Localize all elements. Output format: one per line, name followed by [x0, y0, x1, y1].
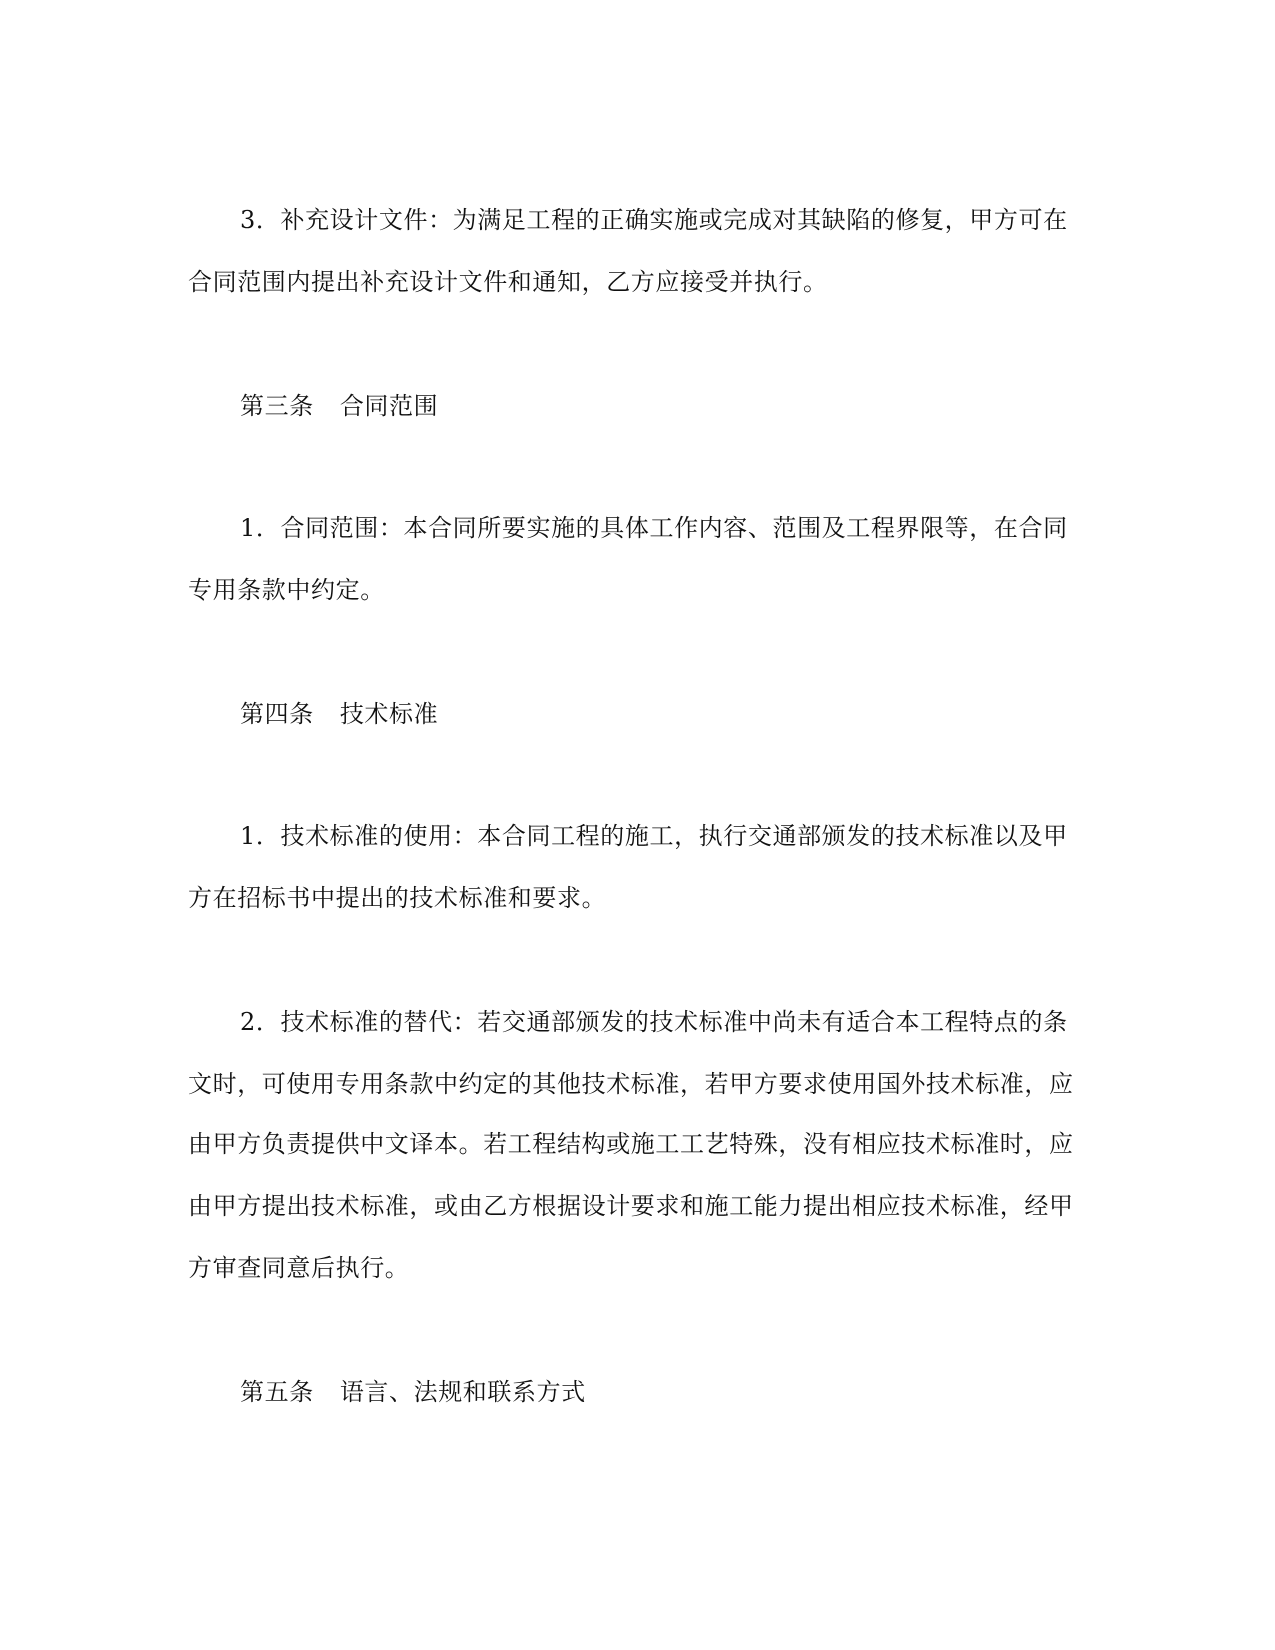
paragraph-line: 文时，可使用专用条款中约定的其他技术标准，若甲方要求使用国外技术标准，应 [188, 1070, 1074, 1098]
section-number: 第五条 [240, 1378, 314, 1406]
section-title: 语言、法规和联系方式 [339, 1378, 586, 1406]
section-title: 技术标准 [339, 700, 439, 728]
paragraph-line: 1．技术标准的使用：本合同工程的施工，执行交通部颁发的技术标准以及甲 [240, 822, 1068, 850]
section-number: 第四条 [240, 700, 314, 728]
paragraph-line: 合同范围内提出补充设计文件和通知，乙方应接受并执行。 [188, 268, 828, 296]
section-heading [240, 1376, 1140, 1408]
section-heading [240, 390, 1140, 422]
paragraph-line: 专用条款中约定。 [188, 576, 385, 604]
paragraph-line: 由甲方负责提供中文译本。若工程结构或施工工艺特殊，没有相应技术标准时，应 [188, 1130, 1074, 1158]
paragraph-line: 方审查同意后执行。 [188, 1254, 410, 1282]
paragraph-line: 2．技术标准的替代：若交通部颁发的技术标准中尚未有适合本工程特点的条 [240, 1008, 1068, 1036]
paragraph-line: 1．合同范围：本合同所要实施的具体工作内容、范围及工程界限等，在合同 [240, 514, 1068, 542]
paragraph-line: 方在招标书中提出的技术标准和要求。 [188, 884, 607, 912]
section-heading [240, 698, 1140, 730]
section-number: 第三条 [240, 392, 314, 420]
paragraph-line: 由甲方提出技术标准，或由乙方根据设计要求和施工能力提出相应技术标准，经甲 [188, 1192, 1074, 1220]
paragraph-line: 3．补充设计文件：为满足工程的正确实施或完成对其缺陷的修复，甲方可在 [240, 206, 1068, 234]
section-title: 合同范围 [339, 392, 439, 420]
